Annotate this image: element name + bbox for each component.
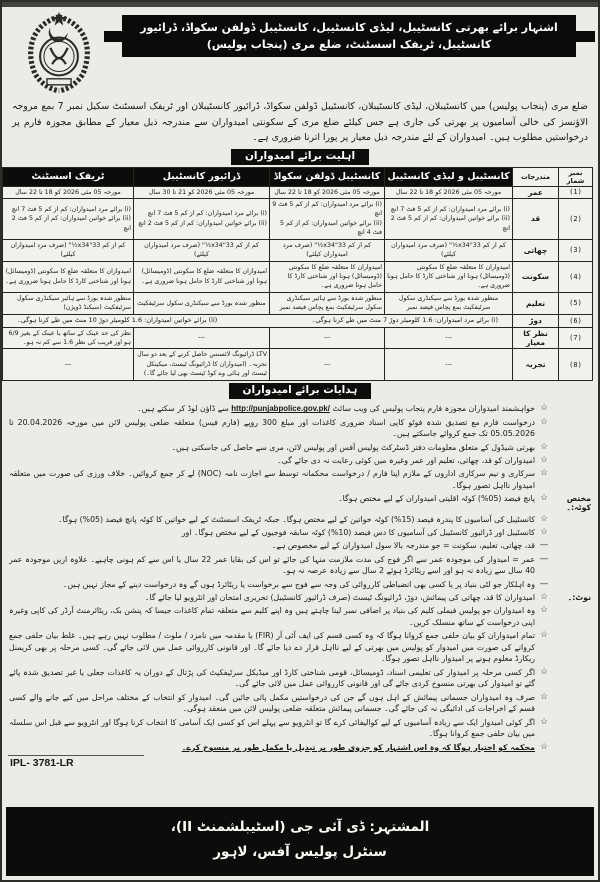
criteria-cell: منظور شدہ بورڈ سے ہائیر سیکنڈری سکول سرٹیفکیٹ (سیکنڈ ڈویژن) [3, 292, 134, 314]
row-criteria-label: تعلیم [513, 292, 559, 314]
row-criteria-label: تجربہ [513, 349, 559, 380]
website-url: http://punjabpolice.gov.pk/ [231, 404, 330, 414]
table-row [3, 198, 593, 239]
criteria-cell: منظور شدہ بورڈ سے سیکنڈری سکول سرٹیفکیٹ بمع پچاس فیصد نمبر [385, 292, 513, 314]
advertiser-office-line: سنٹرل پولیس آفس، لاہور [213, 843, 387, 860]
table-header-row [3, 167, 593, 186]
instruction-side-label [553, 540, 591, 541]
instruction-side-label [553, 667, 591, 668]
star-bullet-icon: ☆ [540, 513, 548, 524]
instruction-side-label [553, 417, 591, 418]
row-criteria-label: عمر [513, 186, 559, 198]
star-bullet-icon: ☆ [540, 468, 548, 479]
criteria-cell: مورخہ 05 مئی 2026 کو 18 تا 22 سال [270, 186, 385, 198]
criteria-cell: مورخہ 05 مئی 2026 کو 21 تا 30 سال [134, 186, 270, 198]
instruction-text: صرف وہ امیدواران جسمانی پیمائش کے اہل ہوں گے جن کی درخواستیں مکمل پائی جائیں گی۔ امیدوار کو انتخاب کے مختلف مراحل میں کیے جانے والے کسی قسم کے اخراجات کی ادائیگی نہ کی جائے گی۔ جسمانی پیمائش متعلقہ ضلعی پولیس لائن میں منعقد ہوگی۔ [9, 692, 535, 714]
criteria-cell: مورخہ 05 مئی 2026 کو 18 تا 22 سال [385, 186, 513, 198]
instruction-text: درخواست فارم مع تصدیق شدہ فوٹو کاپی اسناد ضروری کاغذات اور مبلغ 300 روپے (فارم فیس) متعلقہ ضلعی پولیس لائن میں مورخہ 20.04.2026 تا 05.05.2026 تک جمع کروائے جاسکتے ہیں۔ [9, 417, 535, 439]
instruction-text: پانچ فیصد (05%) کوٹہ اقلیتی امیدواران کے لیے مختص ہوگا۔ [338, 494, 535, 504]
criteria-cell: --- [385, 349, 513, 380]
instruction-item [9, 717, 591, 740]
column-header-driver: ڈرائیور کانسٹیبل [134, 167, 270, 186]
intro-paragraph: ضلع مری (پنجاب پولیس) میں کانسٹیبلان، لیڈی کانسٹیبلان، کانسٹیبل ڈولفن سکواڈ، ڈرائیور کانسٹیبلان اور ٹریفک اسسٹنٹ سکیل نمبر 7 بمع مروجہ الاؤنسز کی خالی آسامیوں پر بھرتی کی جاری ہے جس کیلئے ضلع مری کے سکونتی امیدواران سے مندرجہ ذیل معیار کے مطابق مجوزہ فارم پر درخواستیں مطلوب ہیں۔ امیدواران کے لئے مندرجہ ذیل معیار پر پورا اترنا ضروری ہے۔ [12, 101, 588, 144]
instruction-text: عمر = امیدوار کی موجودہ عمر سے اگر فوج کی مدت ملازمت منہا کی جائے تو اس کی بقایا عمر 22 سال یا اس سے کم ہونی چاہیے۔ علاوہ ازیں موجودہ عمر 40 سال سے زیادہ نہ ہو اور اسے ریٹائرڈ ہوئے 2 سال سے زیادہ عرصہ نہ ہو۔ [9, 554, 535, 576]
eligibility-table [2, 167, 593, 381]
row-serial: (1) [559, 186, 593, 198]
instruction-item [9, 514, 591, 526]
instruction-item [9, 742, 591, 754]
run-female-requirement: (ii) برائے خواتین امیدواران: 1.6 کلومیٹر دوڑ 10 منٹ میں طے کرنا ہوگی۔ [17, 315, 218, 324]
instruction-side-label [553, 579, 591, 580]
instruction-side-label [553, 630, 591, 631]
star-bullet-icon: ☆ [540, 666, 548, 677]
instruction-item [9, 692, 591, 715]
instruction-item [9, 540, 591, 552]
instruction-item [9, 527, 591, 539]
star-bullet-icon: ☆ [540, 591, 548, 602]
instruction-item [9, 493, 591, 512]
run-male-requirement: (i) برائے مرد امیدواران: 1.6 کلومیٹر دوڑ 7 منٹ میں طے کرنا ہوگی۔ [311, 315, 498, 324]
instruction-side-label [553, 403, 591, 404]
instruction-text: وہ امیدواران جو پولیس فیملی کلیم کی بنیاد پر اضافی نمبر لینا چاہتے ہیں وہ اپنے کلیم سے متعلقہ تمام کاغذات جیسا کہ پنشن بک، ریٹائرمنٹ آرڈر کی کاپی وغیرہ اپنی درخواست کے ساتھ منسلک کریں۔ [9, 606, 535, 627]
table-row [3, 327, 593, 349]
star-bullet-icon: ☆ [540, 741, 548, 752]
instruction-item [9, 455, 591, 467]
page-title-banner: اشتہار برائے بھرتی کانسٹیبل، لیڈی کانسٹیبل، کانسٹیبل ڈولفن سکواڈ، ڈرائیور کانسٹیبل، ٹریفک اسسٹنٹ، ضلع مری (پنجاب پولیس) [122, 15, 576, 57]
instruction-item [9, 667, 591, 690]
dash-bullet-icon: — [539, 578, 549, 589]
criteria-cell: منظور شدہ بورڈ سے ہائیر سیکنڈری سکول سرٹیفکیٹ بمع پچاس فیصد نمبر [270, 292, 385, 314]
instruction-item [9, 403, 591, 415]
run-requirement-wrap [5, 316, 510, 326]
instruction-text: وہ اہلکار جو لٹی بنیاد پر یا کسی بھی انضباطی کارروائی کی وجہ سے فوج سے برخواست یا ریٹائرڈ ہوں گے وہ درخواست دینے کے مجاز نہیں ہیں۔ [62, 579, 535, 589]
crest-icon [12, 10, 106, 96]
star-bullet-icon: ☆ [540, 493, 548, 504]
criteria-cell: کم از کم 33"x34½" (صرف مرد امیدواران کیلئے) [3, 239, 134, 261]
instruction-side-label [553, 605, 591, 606]
instruction-side-label [553, 742, 591, 743]
row-serial: (2) [559, 198, 593, 239]
instruction-text: قد، چھاتی، تعلیم، سکونت = جو مندرجہ بالا سول امیدواران کے لیے مخصوص ہے۔ [271, 541, 535, 551]
criteria-cell: مورخہ 05 مئی 2026 کو 18 تا 22 سال [3, 186, 134, 198]
row-criteria-label: قد [513, 198, 559, 239]
instruction-text: تمام امیدواران کو بیان حلفی جمع کروانا ہوگا کہ وہ کسی قسم کی ایف آئی آر (FIR) یا مقدمہ میں نامزد / ملوث / مطلوب نہیں رہے ہیں۔ غلط بیان حلفی جمع کروانے کی صورت میں امیدوار کو پولیس میں بھرتی کے لیے نااہل قرار دے دیا جائے گا۔ اور قانونی کارروائی عمل میں لائی جائے گی۔ کسی مرحلہ پر بھی کریمنل ریکارڈ معلوم ہونے پر امیدوار نااہل تصور ہوگا۔ [9, 631, 535, 664]
dash-bullet-icon: — [539, 540, 549, 551]
instruction-text: کانسٹیبل کی آسامیوں کا پندرہ فیصد (15%) کوٹہ خواتین کے لیے مختص ہوگا۔ جبکہ ٹریفک اسسٹنٹ کے لیے خواتین کا کوٹہ پانچ فیصد (05%) ہوگا۔ [57, 514, 535, 524]
advertiser-line: المشتہر: ڈی آئی جی (اسٹیبلشمنٹ II)، [170, 819, 430, 836]
table-row [3, 292, 593, 314]
criteria-cell: امیدواران کا متعلقہ ضلع کا سکونتی (ڈومیسائل) ہونا اور شناختی کارڈ کا حامل ہونا ضروری ہے۔ [385, 261, 513, 292]
header [2, 2, 598, 98]
star-bullet-icon: ☆ [540, 454, 548, 465]
instruction-side-label [553, 527, 591, 528]
instruction-side-label: نوٹ:۔ [567, 592, 591, 602]
instruction-side-label [553, 692, 591, 693]
ipl-number: IPL- 3781-LR [2, 755, 598, 771]
criteria-cell: (i) برائے مرد امیدواران: کم از کم 5 فٹ 9 انچ (ii) برائے خواتین امیدواران: کم از کم 5 فٹ 4 انچ [270, 198, 385, 239]
criteria-cell: منظور شدہ بورڈ سے سیکنڈری سکول سرٹیفکیٹ [134, 292, 270, 314]
row-serial: (6) [559, 314, 593, 327]
instruction-text: محکمہ کو اختیار ہوگا کہ وہ اس اشتہار کو جزوی طور پر تبدیل یا مکمل طور پر منسوخ کرے۔ [181, 742, 535, 752]
criteria-cell: کم از کم 33"x34½" (صرف مرد امیدواران کیلئے) [385, 239, 513, 261]
instruction-text: خواہشمند امیدواران مجوزہ فارم پنجاب پولیس کی ویب سائٹ http://punjabpolice.gov.pk/ سے ڈاؤن لوڈ کر سکتے ہیں۔ [137, 404, 535, 414]
column-header-serial: نمبر شمار [559, 167, 593, 186]
row-serial: (7) [559, 327, 593, 349]
instruction-text: بھرتی شیڈول کے متعلق معلومات دفتر ڈسٹرکٹ پولیس آفس اور پولیس لائن، مری سے حاصل کی جاسکتی ہیں۔ [171, 442, 535, 452]
criteria-cell: کم از کم 33"x34½" (صرف مرد امیدواران کیلئے) [134, 239, 270, 261]
banner-connector-left [104, 31, 124, 42]
criteria-cell: (i) برائے مرد امیدواران: کم از کم 5 فٹ 7 انچ (ii) برائے خواتین امیدواران: کم از کم 5 فٹ 2 انچ [134, 198, 270, 239]
criteria-cell: LTV ڈرائیونگ لائسنس حاصل کرنے کے بعد دو سال تجربہ۔ (امیدواران کا ڈرائیونگ ٹیسٹ، میکینکل ٹیسٹ اور ہائی وے کوڈ ٹیسٹ بھی لیا جائے گا۔) [134, 349, 270, 380]
star-bullet-icon: ☆ [540, 441, 548, 452]
star-bullet-icon: ☆ [540, 526, 548, 537]
table-row [3, 314, 593, 327]
instruction-item [9, 417, 591, 440]
instruction-text: اگر کوئی امیدوار ایک سے زیادہ آسامیوں کے لیے کوالیفائی کرے گا تو انٹرویو سے پہلے اس کو کسی ایک آسامی کا انتخاب کرنا ہوگا اور انٹرویو سے قبل اس سلسلہ میں بیان حلفی جمع کروانا ہوگا۔ [9, 717, 535, 739]
instruction-text: سرکاری و نیم سرکاری اداروں کے ملازم اپنا فارم / درخواست محکمانہ توسط سے اجازت نامہ (NOC) لے کر جمع کروائیں۔ خلاف ورزی کی صورت میں متعلقہ امیدوار نااہل تصور ہوگا۔ [9, 469, 535, 490]
criteria-cell: (i) برائے مرد امیدواران: کم از کم 5 فٹ 7 انچ (ii) برائے خواتین امیدواران: کم از کم 5 فٹ 2 انچ [3, 198, 134, 239]
instruction-item [9, 468, 591, 491]
criteria-cell: امیدواران کا متعلقہ ضلع کا سکونتی (ڈومیسائل) ہونا اور شناختی کارڈ کا حامل ہونا ضروری ہے۔ [134, 261, 270, 292]
star-bullet-icon: ☆ [540, 691, 548, 702]
star-bullet-icon: ☆ [540, 416, 548, 427]
column-header-dolphin: کانسٹیبل ڈولفن سکواڈ [270, 167, 385, 186]
instruction-side-label [553, 455, 591, 456]
criteria-cell: (i) برائے مرد امیدواران: کم از کم 5 فٹ 7 انچ (ii) برائے خواتین امیدواران: کم از کم 5 فٹ 2 انچ [385, 198, 513, 239]
row-serial: (5) [559, 292, 593, 314]
column-header-criteria: مندرجات [513, 167, 559, 186]
row-criteria-label: چھاتی [513, 239, 559, 261]
instructions-list [2, 401, 598, 755]
column-header-constable: کانسٹیبل و لیڈی کانسٹیبل [385, 167, 513, 186]
star-bullet-icon: ☆ [540, 403, 548, 414]
table-row [3, 349, 593, 380]
table-row [3, 186, 593, 198]
instruction-item [9, 579, 591, 591]
row-serial: (4) [559, 261, 593, 292]
criteria-cell: --- [134, 327, 270, 349]
instruction-side-label [553, 514, 591, 515]
instruction-side-label [553, 442, 591, 443]
instruction-side-label [553, 554, 591, 555]
criteria-cell: --- [3, 349, 134, 380]
eligibility-heading: اہلیت برائے امیدواران [231, 149, 369, 165]
star-bullet-icon: ☆ [540, 605, 548, 616]
criteria-cell: --- [270, 349, 385, 380]
punjab-police-crest-logo [12, 10, 106, 96]
criteria-cell: --- [385, 327, 513, 349]
table-row [3, 261, 593, 292]
table-row [3, 239, 593, 261]
instruction-text: امیدواران کا قد، چھاتی کی پیمائش، دوڑ، ڈرائیونگ ٹیسٹ (صرف ڈرائیور کانسٹیبل) تحریری امتحان اور انٹرویو لیا جائے گا۔ [144, 592, 535, 602]
instruction-side-label [553, 468, 591, 469]
instruction-side-label: مختص کوٹہ:۔ [566, 494, 591, 513]
instructions-heading: ہدایات برائے امیدواران [229, 383, 372, 399]
banner-connector-right [574, 31, 595, 42]
row-criteria-label: سکونت [513, 261, 559, 292]
column-header-traffic: ٹریفک اسسٹنٹ [3, 167, 134, 186]
star-bullet-icon: ☆ [540, 630, 548, 641]
dash-bullet-icon: — [539, 553, 549, 564]
row-serial: (3) [559, 239, 593, 261]
run-requirement-cell [3, 314, 513, 327]
instruction-text: امیدواران کو قد، چھاتی، تعلیم اور عمر وغیرہ میں کوئی رعایت نہ دی جائے گی۔ [277, 455, 535, 465]
criteria-cell: کم از کم 33"x34½" (صرف مرد امیدواران کیلئے) [270, 239, 385, 261]
row-criteria-label: دوڑ [513, 314, 559, 327]
criteria-cell: امیدواران کا متعلقہ ضلع کا سکونتی (ڈومیسائل) ہونا اور شناختی کارڈ کا حامل ہونا ضروری ہے۔ [270, 261, 385, 292]
star-bullet-icon: ☆ [540, 716, 548, 727]
criteria-cell: امیدواران کا متعلقہ ضلع کا سکونتی (ڈومیسائل) ہونا اور شناختی کارڈ کا حامل ہونا ضروری ہے۔ [3, 261, 134, 292]
instruction-text: کانسٹیبل اور ڈرائیور کانسٹیبل کی آسامیوں کا دس فیصد (10%) کوٹہ سابقہ فوجیوں کے لیے مختص ہوگا۔ اور [181, 527, 535, 537]
row-serial: (8) [559, 349, 593, 380]
instruction-item [9, 442, 591, 454]
instruction-item [9, 592, 591, 604]
instruction-side-label [553, 717, 591, 718]
advertiser-footer [6, 807, 594, 876]
row-criteria-label: نظر کا معیار [513, 327, 559, 349]
instruction-text: اگر کسی مرحلہ پر امیدوار کی تعلیمی اسناد، ڈومیسائل، قومی شناختی کارڈ اور میڈیکل سرٹیفکیٹ کی پڑتال کے دوران یہ کاغذات جعلی یا غیر تصدیق شدہ پائے گئے تو امیدوار کی بھرتی منسوخ کردی جائے گی اور قانونی کارروائی عمل میں لائی جائے گی۔ [9, 667, 535, 689]
instruction-item [9, 630, 591, 665]
instruction-item [9, 554, 591, 577]
criteria-cell: --- [270, 327, 385, 349]
instruction-item [9, 605, 591, 628]
criteria-cell: نظر کی حد عینک کے ساتھ یا عینک کے بغیر 6/9 ہو اور قریب کی نظر 1.6 سے کم نہ ہو۔ [3, 327, 134, 349]
